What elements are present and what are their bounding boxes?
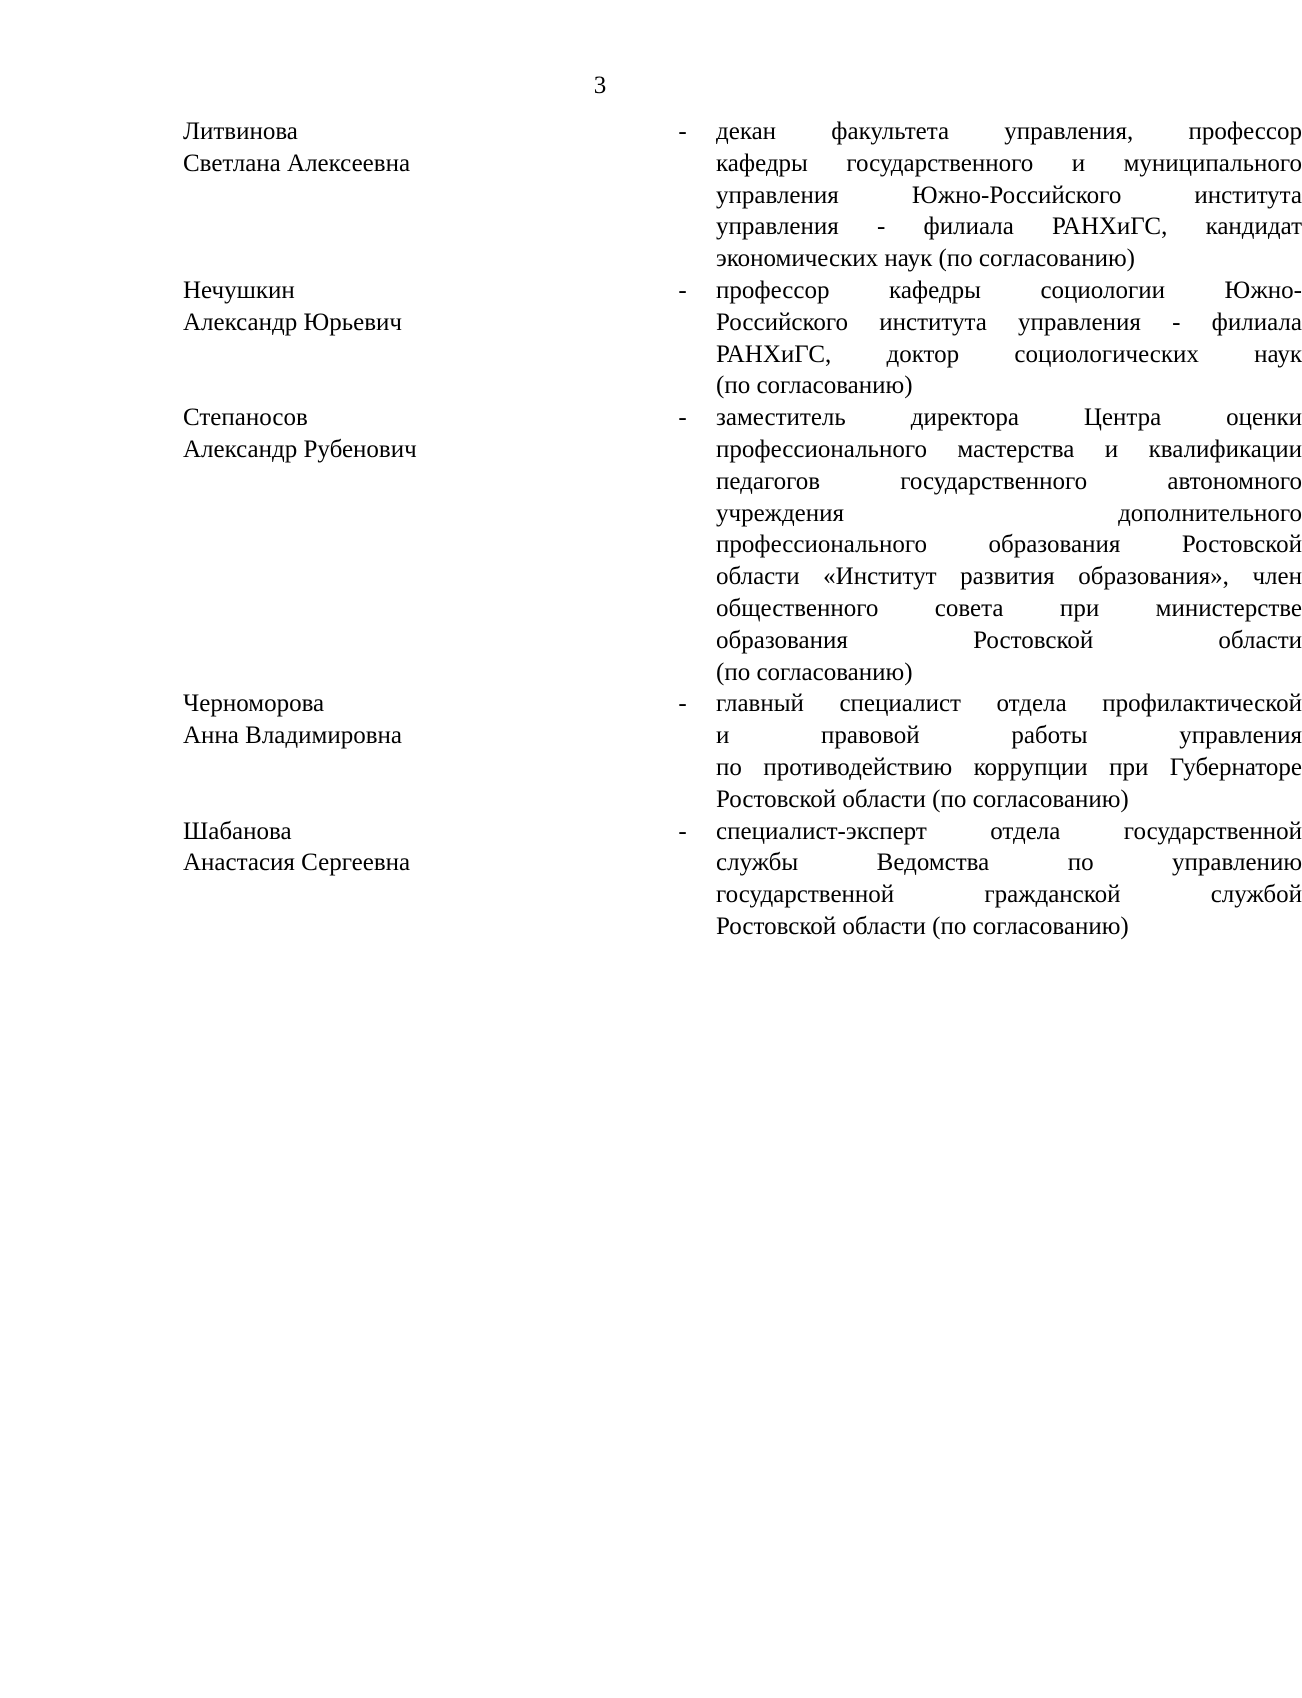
role-line: учреждения дополнительного [716, 499, 1302, 527]
role-line: кафедры государственного и муниципального [716, 149, 1302, 177]
role-line: службы Ведомства по управлению [716, 849, 1302, 877]
member-given-names: Светлана Алексеевна [183, 149, 411, 177]
member-role [716, 402, 1302, 688]
role-line: образования Ростовской области [716, 626, 1302, 654]
member-dash: - [678, 276, 687, 304]
role-line: экономических наук (по согласованию) [716, 245, 1136, 273]
member-entry [183, 688, 1302, 815]
member-dash: - [678, 817, 687, 845]
member-surname: Степаносов [183, 404, 308, 432]
member-name [183, 116, 483, 180]
member-entry [183, 402, 1302, 688]
role-line: Ростовской области (по согласованию) [716, 912, 1129, 940]
role-line: специалист-эксперт отдела государственной [716, 817, 1302, 845]
member-role [716, 688, 1302, 815]
member-dash: - [678, 690, 687, 718]
members-list [183, 116, 1302, 943]
role-line: и правовой работы управления [716, 722, 1302, 750]
role-line: общественного совета при министерстве [716, 594, 1302, 622]
member-entry [183, 275, 1302, 402]
role-line: управления - филиала РАНХиГС, кандидат [716, 213, 1302, 241]
member-given-names: Александр Юрьевич [183, 308, 402, 336]
role-line: области «Институт развития образования», член [716, 563, 1302, 591]
role-line: главный специалист отдела профилактической [716, 690, 1302, 718]
member-name [183, 688, 483, 752]
role-line: управления Южно-Российского института [716, 181, 1302, 209]
member-role [716, 116, 1302, 275]
member-surname: Черноморова [183, 690, 325, 718]
member-name [183, 402, 483, 466]
member-given-names: Анна Владимировна [183, 722, 402, 750]
role-line: профессор кафедры социологии Южно- [716, 276, 1302, 304]
role-line: профессионального мастерства и квалификации [716, 435, 1302, 463]
member-surname: Шабанова [183, 817, 292, 845]
member-dash: - [678, 118, 687, 145]
member-name [183, 816, 483, 880]
role-line: профессионального образования Ростовской [716, 531, 1302, 559]
role-line: государственной гражданской службой [716, 881, 1302, 909]
member-dash: - [678, 404, 687, 432]
member-role [716, 275, 1302, 402]
member-entry [183, 116, 1302, 275]
role-line: (по согласованию) [716, 658, 913, 686]
role-line: декан факультета управления, профессор [716, 118, 1302, 145]
role-line: Российского института управления - филиала [716, 308, 1302, 336]
role-line: (по согласованию) [716, 372, 913, 400]
role-line: по противодействию коррупции при Губернаторе [716, 753, 1302, 781]
role-line: Ростовской области (по согласованию) [716, 785, 1129, 813]
member-entry [183, 816, 1302, 943]
role-line: педагогов государственного автономного [716, 467, 1302, 495]
member-given-names: Анастасия Сергеевна [183, 849, 411, 877]
page-number: 3 [593, 72, 607, 99]
member-given-names: Александр Рубенович [183, 435, 417, 463]
role-line: заместитель директора Центра оценки [716, 404, 1302, 432]
member-surname: Литвинова [183, 118, 298, 145]
member-name [183, 275, 483, 339]
member-surname: Нечушкин [183, 276, 295, 304]
member-role [716, 816, 1302, 943]
role-line: РАНХиГС, доктор социологических наук [716, 340, 1302, 368]
